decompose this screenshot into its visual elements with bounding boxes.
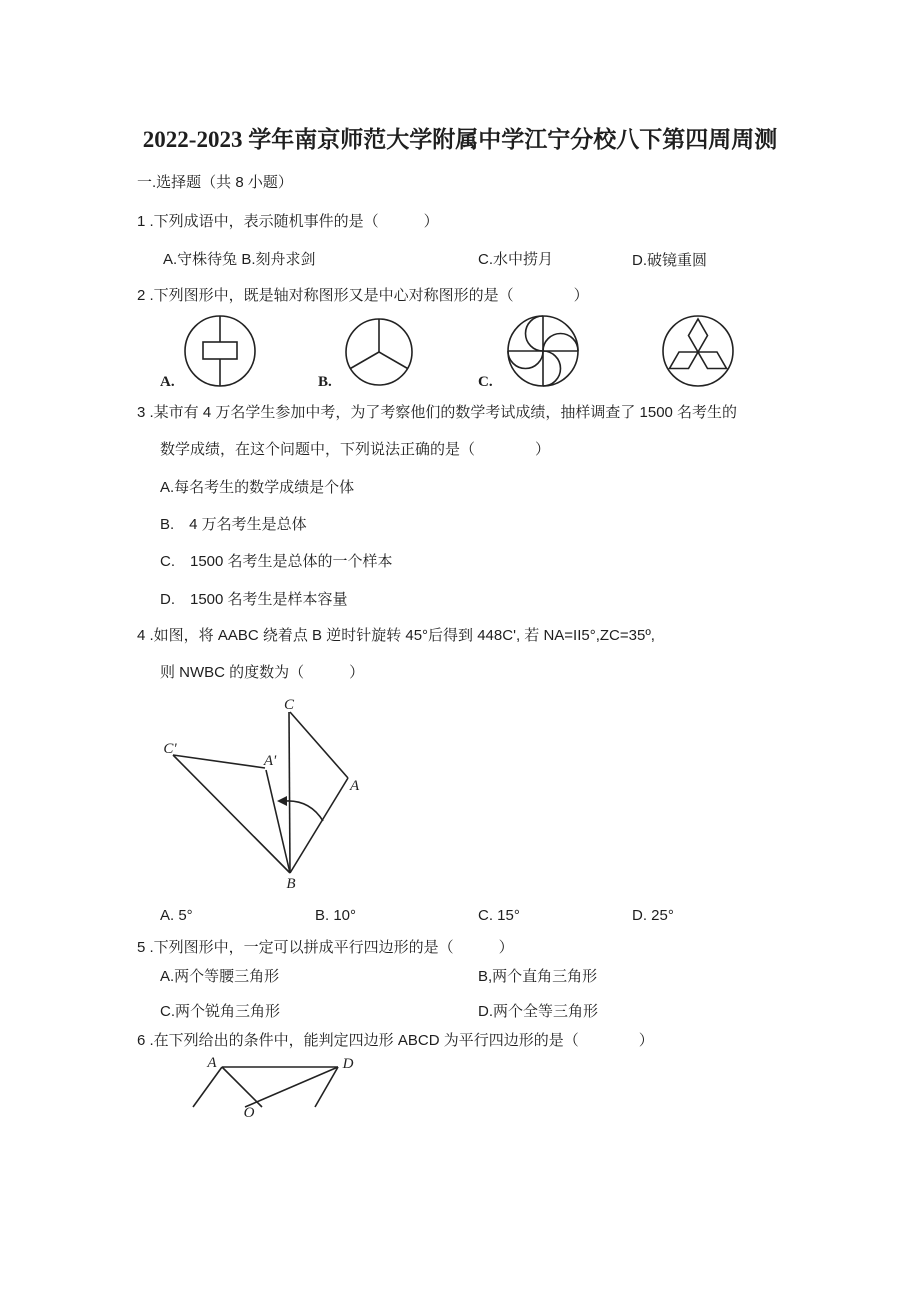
q6-diagonal-ac (222, 1067, 262, 1107)
q4-option-a: A. 5° (160, 907, 193, 924)
q4-segment-cb (289, 712, 290, 873)
q5-option-a: A.两个等腰三角形 (160, 968, 280, 985)
q6-parallelogram-figure (180, 1052, 360, 1122)
q2-figure-c (505, 313, 581, 389)
q4-option-d: D. 25° (632, 907, 674, 924)
section-heading: 一.选择题（共 8 小题） (137, 174, 293, 191)
q3-option-b: B. 4 万名考生是总体 (160, 516, 307, 533)
q4-label-a-prime: A' (263, 753, 277, 769)
q4-label-b: B (286, 876, 296, 892)
q4-label-c: C (283, 697, 295, 713)
q6-stem: 6 .在下列给出的条件中，能判定四边形 ABCD 为平行四边形的是（ ） (137, 1032, 654, 1049)
q3-stem-line2: 数学成绩，在这个问题中，下列说法正确的是（ ） (160, 441, 551, 458)
q3-option-a: A.每名考生的数学成绩是个体 (160, 479, 355, 496)
q1-option-d: D.破镜重圆 (632, 252, 708, 269)
q5-option-b: B,两个直角三角形 (478, 968, 598, 985)
q4-option-c: C. 15° (478, 907, 520, 924)
q3-option-d: D. 1500 名考生是样本容量 (160, 591, 348, 608)
q4-stem-line1: 4 .如图，将 AABC 绕着点 B 逆时针旋转 45°后得到 448C', 若 NA=II5°,ZC=35º, (137, 627, 655, 644)
q2-d-rhombus-right (698, 352, 727, 369)
q4-segment-c-prime-a-prime (173, 755, 265, 768)
q5-stem: 5 .下列图形中，一定可以拼成平行四边形的是（ ） (137, 939, 514, 956)
q4-label-a: A (350, 778, 360, 794)
q2-c-arc-top (526, 316, 544, 351)
q6-label-a: A (207, 1055, 217, 1071)
q4-segment-a-prime-b (266, 770, 290, 873)
q6-segment-ab (193, 1067, 222, 1107)
q2-label-b: B. (318, 374, 332, 390)
q3-option-c: C. 1500 名考生是总体的一个样本 (160, 553, 393, 570)
page-title: 2022-2023 学年南京师范大学附属中学江宁分校八下第四周周测 (142, 127, 778, 152)
q1-stem: 1 .下列成语中，表示随机事件的是（ ） (137, 213, 439, 230)
q2-b-radius-right (379, 352, 408, 369)
q2-c-arc-bottom (543, 351, 561, 386)
q6-diagonal-db (245, 1067, 338, 1107)
q4-stem-line2: 则 NWBC 的度数为（ ） (160, 664, 365, 681)
q2-c-arc-right (543, 334, 578, 352)
q6-label-d: D (342, 1056, 354, 1072)
q2-stem: 2 .下列图形中，既是轴对称图形又是中心对称图形的是（ ） (137, 287, 589, 304)
q1-option-ab: A.守株待兔 B.刻舟求剑 (163, 251, 316, 268)
q2-d-rhombus-left (670, 352, 699, 369)
q2-a-rectangle (203, 342, 237, 359)
q2-b-radius-left (350, 352, 379, 369)
q4-rotation-figure (150, 690, 370, 895)
q4-segment-c-prime-b (173, 755, 290, 873)
q2-label-c: C. (478, 374, 493, 390)
q2-figure-b (343, 316, 415, 388)
q2-d-rhombus-top (689, 319, 708, 352)
q2-figure-a (180, 311, 260, 391)
q5-option-c: C.两个锐角三角形 (160, 1003, 281, 1020)
q4-rotation-arrow-icon (277, 796, 287, 806)
q4-segment-ab (290, 778, 348, 873)
q5-option-d: D.两个全等三角形 (478, 1003, 599, 1020)
q4-rotation-arc (286, 801, 323, 821)
q6-label-o: O (243, 1105, 255, 1121)
q6-segment-dc (315, 1067, 338, 1107)
q2-label-a: A. (160, 374, 175, 390)
q1-option-c: C.水中捞月 (478, 251, 554, 268)
q2-figure-d (660, 313, 736, 389)
q3-stem-line1: 3 .某市有 4 万名学生参加中考，为了考察他们的数学考试成绩，抽样调查了 1500 名考生的 (137, 404, 738, 421)
q2-c-arc-left (508, 351, 543, 369)
q4-segment-ca (290, 712, 348, 778)
q4-label-c-prime: C' (163, 741, 177, 757)
q4-option-b: B. 10° (315, 907, 357, 924)
